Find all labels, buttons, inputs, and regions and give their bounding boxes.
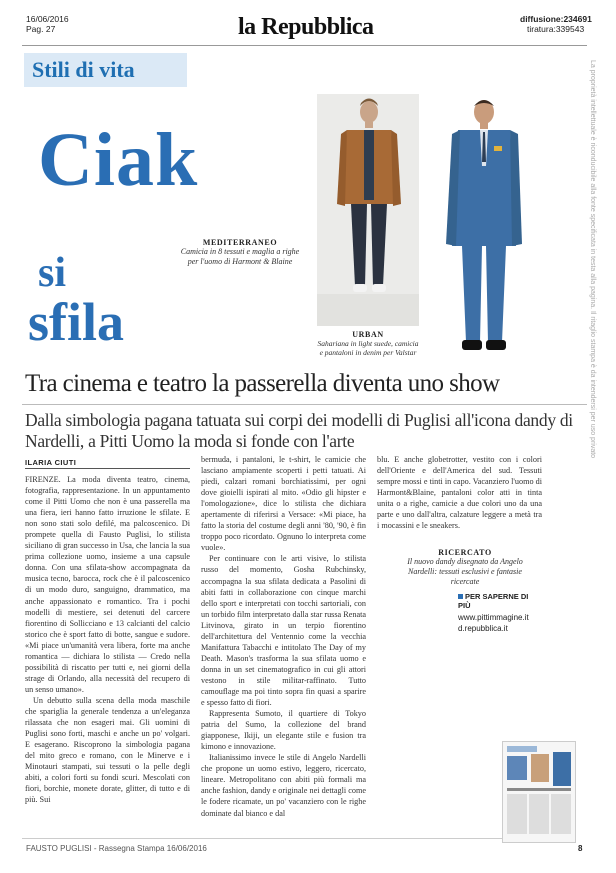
article-column-2: [201, 454, 366, 866]
caption-urban-text: Sahariana in light suede, camicia e pantaloni in denim per Valstar: [317, 339, 419, 357]
copyright-vertical-note: La proprietà intellettuale è riconducibile alla fonte specificata in testa alla pagina. Il ritaglio stampa è da intendersi per uso privato: [589, 60, 596, 459]
col2-paragraph-3: Rappresenta Sumoto, il quartiere di Tokyo patria del Sumo, la collezione del brand giapponese, Ikiji, un elegante stile e fusion tra kimono e innovazione.: [201, 709, 366, 752]
info-box-title-text: PER SAPERNE DI PIÙ: [458, 592, 529, 610]
caption-ricercato-title: RICERCATO: [438, 548, 492, 557]
big-title-si: si: [38, 250, 67, 296]
masthead-logo: la Repubblica: [238, 14, 374, 40]
col2-paragraph-4: Italianissimo invece le stile di Angelo Nardelli che propone un uomo estivo, leggero, ricercato, lineare. Metropolitano con abiti più formali ma anche fashion, dandy e originale nei dettagli come le fodere ricamate, un po' vacanziero con le righe dominate dal bianco e dal: [201, 753, 366, 818]
page-reference: Pag. 27: [26, 24, 56, 34]
article-column-1: [25, 474, 190, 866]
col2-paragraph-1: bermuda, i pantaloni, le t-shirt, le camicie che lasciano ampiamente scoperti i petti tatuati. Ai piedi, calzari romani borchiatissimi, per ogni dove gioielli ispirati al mito. «Odio gli hipster e l'omologazione», dice lo stilista che dichiara apertamente di riferirsi a Versace: «Mi piace, ha fatto la storia del costume degli anni '80, '90, è fin troppo poco ricordato. Ognuno lo interpreta come vuole».: [201, 455, 366, 553]
headline: Tra cinema e teatro la passerella diventa uno show: [25, 370, 500, 397]
caption-urban: [317, 330, 419, 357]
suit-model-figure: [440, 96, 528, 358]
caption-ricercato-text: Il nuovo dandy disegnato da Angelo Nardelli: tessuti esclusivi e fantasie ricercate: [407, 557, 523, 586]
bullet-icon: [458, 594, 463, 599]
photo-urban-model: [317, 94, 419, 326]
info-link-pitti[interactable]: www.pittimmagine.it: [458, 613, 529, 622]
col2-paragraph-2: Per continuare con le arti visive, lo stilista russo del momento, Gosha Rubchinsky, accompagna la sua sfilata dedicata a Pasolini di abiti fatti in collaborazione con cinque marchi dello sport e interpretati con tocchi sartoriali, con un torbido film interpretato dalla star russa Renata Litvinova, girato in un terpio fiorentino dell'architettura del Ventennio come la vecchia Manifattura Tabacchi e intitolato The Day of my Death. Mason's trasforma la sua sfilata uomo e donna in un set cinematografico in cui gli attori vestono in stile militar-raffinato. Tutto camouflage ma poi tinto sopra fin quasi a sparire e spesso fatto di fiori.: [201, 554, 366, 708]
big-title-sfila: sfila: [28, 292, 125, 352]
byline-rule: [25, 468, 190, 469]
footer-page-number: 8: [578, 844, 583, 853]
caption-urban-title: URBAN: [352, 330, 384, 339]
tiratura-count: tiratura:339543: [527, 24, 585, 34]
col3-paragraph-1: blu. E anche globetrotter, vestito con i colori dell'Oriente e dell'America del sud. Tessuti sempre mossi e tinti in capo. Vacanziero l'uomo di Harmont&Blaine, pantaloni color atti in tinta unita o a righe, camicie a due colori uno da una parte e uno dall'altra, calzature leggere a metà tra i mocassini e le sneakers.: [377, 455, 542, 531]
caption-mediterraneo: [180, 238, 300, 267]
section-label: Stili di vita: [32, 57, 135, 82]
caption-mediterraneo-text: Camicia in 8 tessuti e maglia a righe per l'uomo di Harmont & Blaine: [180, 247, 300, 266]
big-title-ciak: Ciak: [38, 118, 199, 202]
headline-rule: [22, 404, 587, 405]
caption-ricercato: [400, 548, 530, 587]
info-box-title: [458, 592, 542, 610]
info-link-repubblica[interactable]: d.repubblica.it: [458, 624, 508, 633]
article-column-3: [377, 454, 542, 560]
print-date: 16/06/2016: [26, 14, 69, 24]
subhead: Dalla simbologia pagana tatuata sui corpi dei modelli di Puglisi all'icona dandy di Nardelli, a Pitti Uomo la moda si fonde con l'arte: [25, 410, 573, 451]
header-rule: [22, 45, 587, 46]
photo-suit-model: [440, 96, 528, 358]
page-thumbnail-figure: [503, 742, 575, 842]
page-thumbnail: [502, 741, 576, 843]
col1-paragraph-1: FIRENZE. La moda diventa teatro, cinema, fotografia, rappresentazione. In un appuntamento come il Pitti Uomo che non è una passerella ma una fiera, ieri hanno fatto irruzione le sfilate. E non sono stati solo defilé, ma palcoscenico. Di prompete quella di Fausto Puglisi, lo stilista siciliano di gran successo in Usa, che lancia la sua prima collezione uomo, insieme a una capsule donna. Con una sfilata-show accompagnata da musica tecno, barocca, rock che è il palcoscenico di un modo duro, sanguigno, drammatico, ma anche appassionato e romantico. Tra i pochi modelli di mestiere, sei detenuti del carcere fiorentino di Sollicciano e 13 calcianti del calcio storico che è sport fatto di botte, sangue e sudore. «Mi piace un'umanità vera libera, forte ma anche romantica — dichiara lo stilista — Credo nella possibilità di riscatto per tutti e, nei giorni della strage di Orlando, alla necessità del recupero di un senso umano».: [25, 475, 190, 694]
urban-model-figure: [317, 94, 419, 326]
col1-paragraph-2: Un debutto sulla scena della moda maschile che spariglia la generale tendenza a un'eleganza rilassata che non esageri mai. Gli uomini di Puglisi sono forti, maschi e anche un po' volgari. E esagerano. Riscoprono la simbologia pagana del mito greco e romano, con le Minerve e i Minotauri stampati, sui tessuti o la pelle degli abiti, a colori forti su fondi scuri. Mescolati con fiori, borchie, monete dorate, glitter, di tutto e di più. Sui: [25, 695, 190, 805]
section-label-box: [24, 53, 187, 87]
caption-mediterraneo-title: MEDITERRANEO: [202, 238, 278, 247]
byline: ILARIA CIUTI: [25, 458, 77, 467]
diffusione-count: diffusione:234691: [520, 14, 592, 24]
info-box: [458, 592, 542, 634]
footer-rule: [22, 838, 502, 839]
footer-source: FAUSTO PUGLISI - Rassegna Stampa 16/06/2016: [26, 844, 207, 853]
